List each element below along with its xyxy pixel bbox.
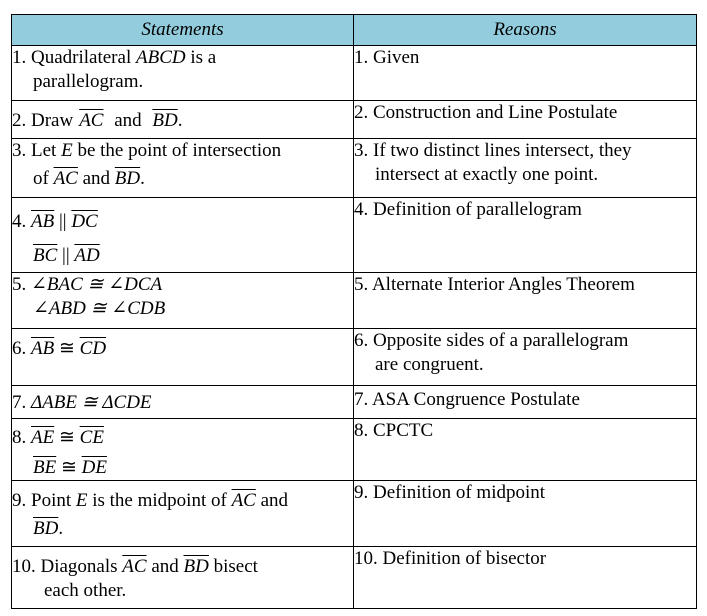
statement-10: 10. Diagonals $\overline{AC}$ and $\overline{BD}$ bisect each other. (12, 547, 354, 609)
reason-6: 6. Opposite sides of a parallelogram are congruent. (354, 329, 697, 386)
statement-3: 3. Let E be the point of intersection of $\overline{AC}$ and $\overline{BD}$. (12, 139, 354, 198)
proof-row-10 (12, 547, 697, 609)
statement-9: 9. Point E is the midpoint of $\overline{AC}$ and $\overline{BD}$. (12, 481, 354, 547)
statement-1: 1. Quadrilateral ABCD is a parallelogram. (12, 46, 354, 101)
statement-6: 6. $\overline{AB}$ ≅ $\overline{CD}$ (12, 329, 354, 386)
proof-table (11, 14, 697, 609)
proof-row-5 (12, 273, 697, 329)
proof-row-6 (12, 329, 697, 386)
reasons-header: Reasons (354, 15, 697, 46)
reason-10: 10. Definition of bisector (354, 547, 697, 609)
header-row (12, 15, 697, 46)
reason-3: 3. If two distinct lines intersect, they intersect at exactly one point. (354, 139, 697, 198)
proof-row-8 (12, 419, 697, 481)
statement-4: 4. $\overline{AB}$ || $\overline{DC}$ $\overline{BC}$ || $\overline{AD}$ (12, 198, 354, 273)
proof-row-3 (12, 139, 697, 198)
reason-8: 8. CPCTC (354, 419, 697, 481)
reason-4: 4. Definition of parallelogram (354, 198, 697, 273)
statement-8: 8. $\overline{AE}$ ≅ $\overline{CE}$ $\overline{BE}$ ≅ $\overline{DE}$ (12, 419, 354, 481)
statement-7: 7. ΔABE ≅ ΔCDE (12, 386, 354, 419)
proof-row-4 (12, 198, 697, 273)
reason-5: 5. Alternate Interior Angles Theorem (354, 273, 697, 329)
statement-2: 2. Draw $\overline{AC}$ and $\overline{BD}$. (12, 101, 354, 139)
statement-5: 5. ∠BAC ≅ ∠DCA ∠ABD ≅ ∠CDB (12, 273, 354, 329)
reason-2: 2. Construction and Line Postulate (354, 101, 697, 139)
reason-9: 9. Definition of midpoint (354, 481, 697, 547)
statements-header: Statements (12, 15, 354, 46)
proof-row-1 (12, 46, 697, 101)
reason-1: 1. Given (354, 46, 697, 101)
proof-row-2 (12, 101, 697, 139)
proof-row-9 (12, 481, 697, 547)
proof-row-7 (12, 386, 697, 419)
reason-7: 7. ASA Congruence Postulate (354, 386, 697, 419)
